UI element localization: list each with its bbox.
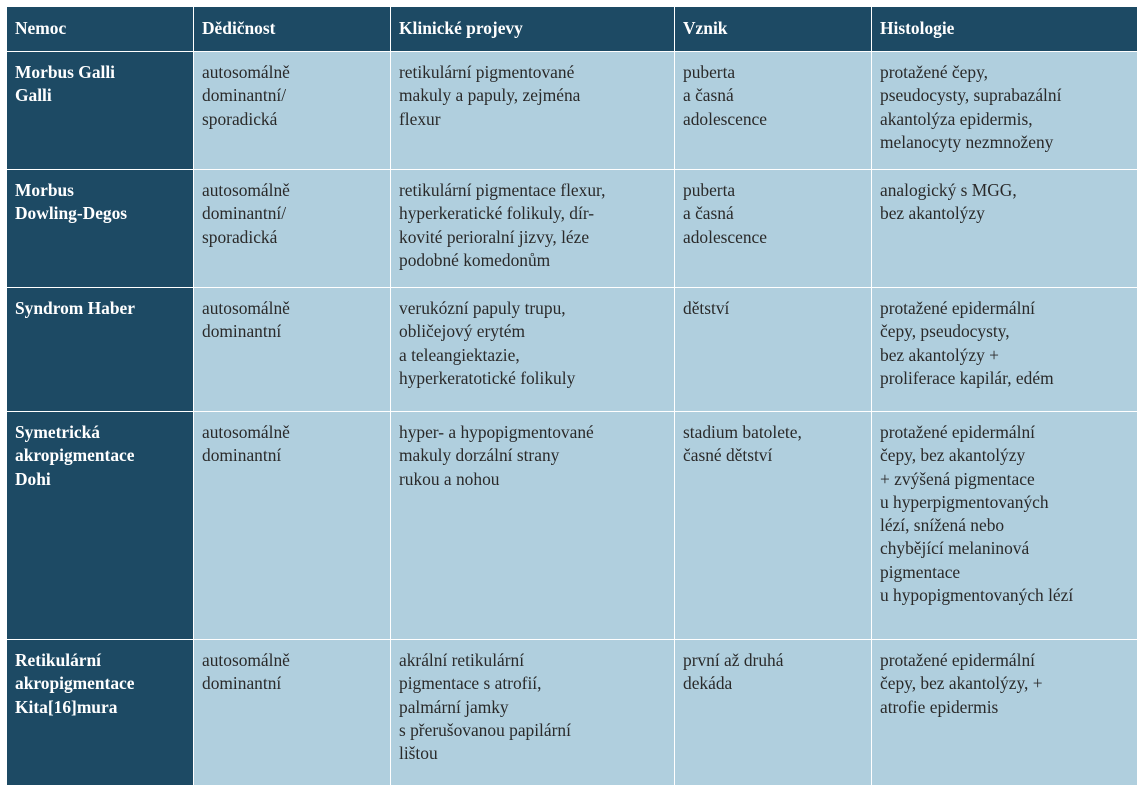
cell-line: u hypopigmentovaných lézí: [880, 585, 1074, 606]
clinical-cell: [391, 52, 675, 170]
cell-line: autosomálně: [202, 650, 290, 670]
cell-line: protažené epidermální: [880, 422, 1035, 442]
header-histologie: Histologie: [872, 7, 1138, 52]
disease-cell: [7, 52, 194, 170]
cell-line: bez akantolýzy +: [880, 344, 999, 365]
cell-line: chybějící melaninová: [880, 538, 1030, 559]
cell-line: obličejový erytém: [399, 321, 526, 342]
cell-line: verukózní papuly trupu,: [399, 298, 566, 318]
header-vznik: Vznik: [675, 7, 872, 52]
cell-line: čepy, bez akantolýzy, +: [880, 673, 1043, 694]
cell-line: dětství: [683, 298, 730, 318]
cell-line: dominantní/: [202, 85, 287, 106]
histology-cell: [872, 52, 1138, 170]
cell-line: autosomálně: [202, 62, 290, 82]
cell-line: retikulární pigmentované: [399, 62, 575, 82]
cell-line: lištou: [399, 743, 438, 764]
cell-line: Dohi: [15, 468, 51, 489]
disease-cell: [7, 170, 194, 288]
cell-line: první až druhá: [683, 650, 784, 670]
cell-line: a časná: [683, 203, 734, 224]
cell-line: Morbus: [15, 180, 74, 200]
cell-line: analogický s MGG,: [880, 180, 1017, 200]
onset-cell: [675, 52, 872, 170]
cell-line: dominantní: [202, 445, 282, 466]
clinical-cell: [391, 288, 675, 412]
clinical-cell: [391, 640, 675, 786]
cell-line: hyper- a hypopigmentované: [399, 422, 594, 442]
cell-line: u hyperpigmentovaných: [880, 491, 1049, 512]
cell-line: protažené čepy,: [880, 62, 988, 82]
cell-line: akropigmentace: [15, 673, 135, 694]
header-klinicke-projevy: Klinické projevy: [391, 7, 675, 52]
cell-line: puberta: [683, 180, 736, 200]
cell-line: podobné komedonům: [399, 249, 551, 270]
cell-line: a časná: [683, 85, 734, 106]
heredity-cell: [194, 288, 391, 412]
table-header: [7, 7, 1138, 52]
cell-line: akrální retikulární: [399, 650, 525, 670]
cell-line: flexur: [399, 108, 441, 129]
cell-line: Dowling-Degos: [15, 203, 128, 224]
cell-line: dominantní/: [202, 203, 287, 224]
cell-line: sporadická: [202, 226, 278, 247]
cell-line: hyperkeratotické folikuly: [399, 367, 576, 388]
cell-line: rukou a nohou: [399, 468, 500, 489]
onset-cell: [675, 640, 872, 786]
heredity-cell: [194, 412, 391, 640]
cell-line: protažené epidermální: [880, 298, 1035, 318]
cell-line: dekáda: [683, 673, 733, 694]
cell-line: čepy, bez akantolýzy: [880, 445, 1026, 466]
table-row: [7, 52, 1138, 170]
cell-line: čepy, pseudocysty,: [880, 321, 1010, 342]
cell-line: akantolýza epidermis,: [880, 108, 1033, 129]
cell-line: Syndrom Haber: [15, 298, 135, 318]
cell-line: autosomálně: [202, 422, 290, 442]
cell-line: puberta: [683, 62, 736, 82]
clinical-cell: [391, 170, 675, 288]
histology-cell: [872, 288, 1138, 412]
disease-cell: [7, 640, 194, 786]
header-nemoc: Nemoc: [7, 7, 194, 52]
cell-line: makuly a papuly, zejména: [399, 85, 581, 106]
disease-cell: [7, 288, 194, 412]
cell-line: autosomálně: [202, 180, 290, 200]
cell-line: hyperkeratické folikuly, dír-: [399, 203, 595, 224]
disease-table: [6, 6, 1138, 786]
cell-line: stadium batolete,: [683, 422, 802, 442]
disease-cell: [7, 412, 194, 640]
cell-line: dominantní: [202, 673, 282, 694]
table-row: [7, 170, 1138, 288]
cell-line: adolescence: [683, 108, 767, 129]
cell-line: Symetrická: [15, 422, 101, 442]
cell-line: Galli: [15, 85, 52, 106]
cell-line: + zvýšená pigmentace: [880, 468, 1035, 489]
table-row: [7, 288, 1138, 412]
cell-line: sporadická: [202, 108, 278, 129]
cell-line: s přerušovanou papilární: [399, 719, 571, 740]
header-dedicnost: Dědičnost: [194, 7, 391, 52]
heredity-cell: [194, 52, 391, 170]
histology-cell: [872, 640, 1138, 786]
heredity-cell: [194, 640, 391, 786]
cell-line: akropigmentace: [15, 445, 135, 466]
cell-line: kovité perioralní jizvy, léze: [399, 226, 590, 247]
heredity-cell: [194, 170, 391, 288]
cell-line: pseudocysty, suprabazální: [880, 85, 1062, 106]
onset-cell: [675, 170, 872, 288]
table-body: [7, 52, 1138, 786]
onset-cell: [675, 288, 872, 412]
cell-line: dominantní: [202, 321, 282, 342]
cell-line: atrofie epidermis: [880, 696, 999, 717]
onset-cell: [675, 412, 872, 640]
cell-line: časné dětství: [683, 445, 773, 466]
table-row: [7, 640, 1138, 786]
histology-cell: [872, 412, 1138, 640]
cell-line: protažené epidermální: [880, 650, 1035, 670]
cell-line: lézí, snížená nebo: [880, 515, 1005, 536]
table-row: [7, 412, 1138, 640]
cell-line: adolescence: [683, 226, 767, 247]
cell-line: retikulární pigmentace flexur,: [399, 180, 606, 200]
cell-line: makuly dorzální strany: [399, 445, 560, 466]
cell-line: Retikulární: [15, 650, 101, 670]
header-row: [7, 7, 1138, 52]
cell-line: bez akantolýzy: [880, 203, 985, 224]
cell-line: palmární jamky: [399, 696, 509, 717]
cell-line: Morbus Galli: [15, 62, 116, 82]
cell-line: proliferace kapilár, edém: [880, 367, 1054, 388]
cell-line: pigmentace: [880, 561, 961, 582]
cell-line: melanocyty nezmnoženy: [880, 131, 1054, 152]
cell-line: pigmentace s atrofií,: [399, 673, 542, 694]
cell-line: a teleangiektazie,: [399, 344, 520, 365]
histology-cell: [872, 170, 1138, 288]
cell-line: Kita[16]mura: [15, 696, 118, 717]
clinical-cell: [391, 412, 675, 640]
cell-line: autosomálně: [202, 298, 290, 318]
